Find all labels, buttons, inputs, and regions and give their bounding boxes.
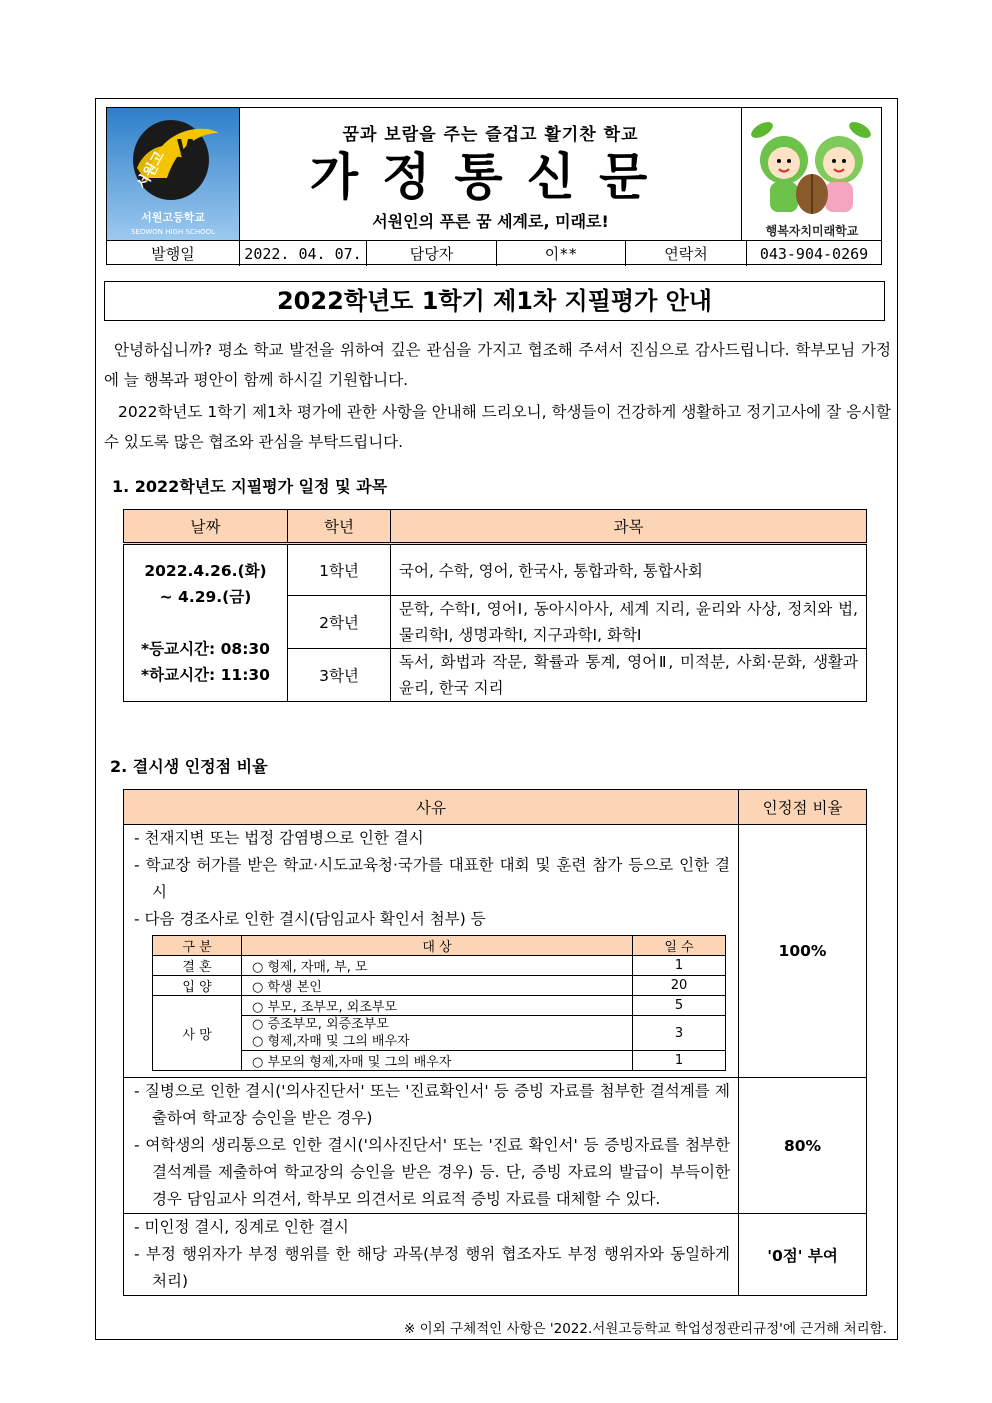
svg-text:행복자치미래학교: 행복자치미래학교 — [765, 224, 859, 238]
arrive-time: *등교시간: 08:30 — [141, 640, 270, 658]
list-item: - 다음 경조사로 인한 결시(담임교사 확인서 첨부) 등 — [134, 910, 486, 928]
slogan-bottom: 서원인의 푸른 꿈 세계로, 미래로! — [372, 212, 609, 231]
svg-text:W: W — [177, 133, 204, 164]
footnote: ※ 이외 구체적인 사항은 '2022.서원고등학교 학업성정관리규정'에 근거해 처리함. — [404, 1321, 887, 1337]
table-cell: 20 — [633, 976, 726, 996]
leave-time: *하교시간: 11:30 — [141, 666, 270, 684]
date-start: 2022.4.26.(화) — [144, 562, 267, 580]
mascot-image — [741, 108, 881, 240]
col-subjects: 과목 — [391, 510, 867, 544]
family-event-table — [152, 935, 726, 1071]
col-reason: 사유 — [124, 790, 739, 825]
svg-text:SEOWON HIGH SCHOOL: SEOWON HIGH SCHOOL — [130, 228, 216, 236]
manager-label: 담당자 — [367, 241, 497, 266]
grade-2: 2학년 — [288, 596, 391, 649]
exam-period — [124, 544, 288, 702]
list-item: - 부정 행위자가 부정 행위를 한 해당 과목(부정 행위 협조자도 부정 행위자와 동일하게 처리) — [134, 1245, 730, 1290]
table-cell: 1 — [633, 956, 726, 976]
sub-col-category: 구 분 — [153, 936, 242, 956]
sub-col-days: 일 수 — [633, 936, 726, 956]
section1-heading: 1. 2022학년도 지필평가 일정 및 과목 — [112, 477, 388, 496]
table-cell: 3 — [633, 1016, 726, 1051]
table-cell: ○ 부모, 조부모, 외조부모 — [242, 996, 633, 1016]
school-logo — [107, 108, 240, 240]
grade-1: 1학년 — [288, 544, 391, 596]
date-end: ~ 4.29.(금) — [159, 588, 252, 606]
table-cell: ○ 학생 본인 — [242, 976, 633, 996]
reason-group-1 — [124, 825, 739, 1078]
table-cell: ○ 형제, 자매, 부, 모 — [242, 956, 633, 976]
list-item: - 미인정 결시, 징계로 인한 결시 — [134, 1218, 349, 1236]
col-ratio: 인정점 비율 — [739, 790, 867, 825]
intro-paragraph-2: 2022학년도 1학기 제1차 평가에 관한 사항을 안내해 드리오니, 학생들이 건강하게 생활하고 정기고사에 잘 응시할 수 있도록 많은 협조와 관심을 부탁드립니다. — [104, 403, 891, 451]
newsletter-title: 가정통신문 — [309, 147, 672, 206]
table-cell: 사 망 — [153, 996, 242, 1071]
list-item: - 질병으로 인한 결시('의사진단서' 또는 '진료확인서' 등 증빙 자료를 첨부한 결석계를 제출하여 학교장 승인을 받은 경우) — [134, 1082, 730, 1127]
svg-text:서원고: 서원고 — [134, 148, 169, 192]
reason-group-3 — [124, 1214, 739, 1296]
table-cell: 입 양 — [153, 976, 242, 996]
table-cell: 결 혼 — [153, 956, 242, 976]
sub-col-target: 대 상 — [242, 936, 633, 956]
slogan-top: 꿈과 보람을 주는 즐겁고 활기찬 학교 — [342, 125, 639, 145]
subjects-grade-2: 문학, 수학Ⅰ, 영어Ⅰ, 동아시아사, 세계 지리, 윤리와 사상, 정치와 법, 물리학Ⅰ, 생명과학Ⅰ, 지구과학Ⅰ, 화학Ⅰ — [391, 596, 867, 649]
section2-heading: 2. 결시생 인정점 비율 — [110, 757, 268, 776]
ratio-80: 80% — [739, 1078, 867, 1214]
letterhead — [106, 107, 882, 265]
manager: 이** — [497, 241, 626, 266]
list-item: - 천재지변 또는 법정 감염병으로 인한 결시 — [134, 829, 424, 847]
issue-info-row — [107, 240, 881, 266]
issue-date: 2022. 04. 07. — [240, 241, 367, 266]
target-line: ○ 형제,자매 및 그의 배우자 — [252, 1034, 410, 1049]
list-item: - 학교장 허가를 받은 학교·시도교육청·국가를 대표한 대회 및 훈련 참가 등으로 인한 결시 — [134, 856, 730, 901]
table-cell: ○ 부모의 형제,자매 및 그의 배우자 — [242, 1051, 633, 1071]
subjects-grade-1: 국어, 수학, 영어, 한국사, 통합과학, 통합사회 — [391, 544, 867, 596]
col-date: 날짜 — [124, 510, 288, 544]
svg-text:서원고등학교: 서원고등학교 — [141, 211, 205, 224]
grade-3: 3학년 — [288, 649, 391, 702]
target-line: ○ 증조부모, 외증조부모 — [252, 1017, 389, 1032]
absence-ratio-table — [123, 789, 867, 1296]
subjects-grade-3: 독서, 화법과 작문, 확률과 통계, 영어Ⅱ, 미적분, 사회·문화, 생활과 윤리, 한국 지리 — [391, 649, 867, 702]
contact-label: 연락처 — [626, 241, 747, 266]
ratio-100: 100% — [739, 825, 867, 1078]
ratio-zero: '0점' 부여 — [739, 1214, 867, 1296]
table-cell: 1 — [633, 1051, 726, 1071]
intro-paragraph-1: 안녕하십니까? 평소 학교 발전을 위하여 깊은 관심을 가지고 협조해 주셔서 진심으로 감사드립니다. 학부모님 가정에 늘 행복과 평안이 함께 하시길 기원합니다. — [104, 341, 891, 389]
date-label: 발행일 — [107, 241, 240, 266]
table-cell: 5 — [633, 996, 726, 1016]
reason-group-2 — [124, 1078, 739, 1214]
contact: 043-904-0269 — [759, 244, 869, 263]
document-page — [95, 98, 898, 1340]
table-cell — [242, 1016, 633, 1051]
list-item: - 여학생의 생리통으로 인한 결시('의사진단서' 또는 '진료 확인서' 등 증빙자료를 첨부한 결석계를 제출하여 학교장의 승인을 받은 경우) 등. 단, 증빙 자료의 발급이 부득이한 경우 담임교사 의견서, 학부모 의견서로 의료적 증빙 자료를 대체할 수 있다. — [134, 1136, 730, 1208]
document-title: 2022학년도 1학기 제1차 지필평가 안내 — [104, 281, 885, 321]
col-grade: 학년 — [288, 510, 391, 544]
exam-schedule-table — [123, 509, 867, 702]
